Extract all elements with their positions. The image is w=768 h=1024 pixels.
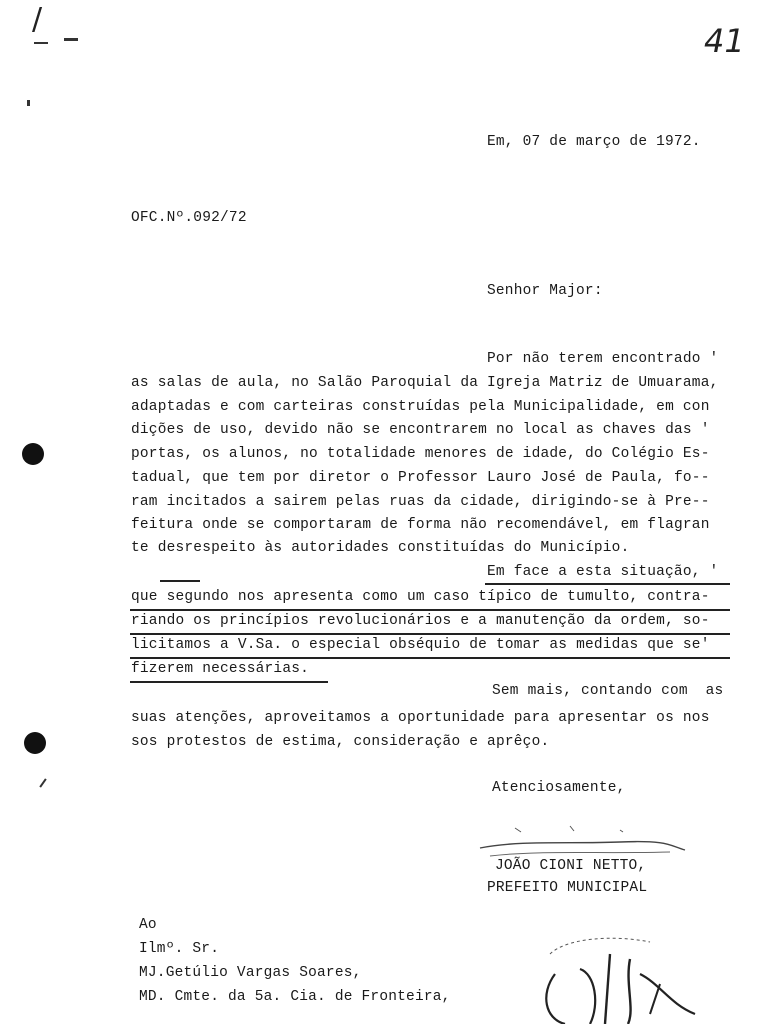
signer-title: PREFEITO MUNICIPAL (487, 880, 648, 896)
speck (64, 38, 78, 41)
p3-line: suas atenções, aproveitamos a oportunidade para apresentar os nos (131, 710, 710, 726)
p2-line: Em face a esta situação, ' (487, 564, 719, 580)
hand-underline (130, 681, 328, 683)
hand-underline (485, 583, 730, 585)
date-line: Em, 07 de março de 1972. (487, 134, 701, 150)
p3-line: sos protestos de estima, consideração e aprêço. (131, 734, 550, 750)
p3-line: Sem mais, contando com as (492, 683, 724, 699)
addressee-line: Ao (139, 917, 157, 933)
hand-underline (130, 657, 730, 659)
p1-line: as salas de aula, no Salão Paroquial da Igreja Matriz de Umuarama, (131, 375, 719, 391)
addressee-line: MD. Cmte. da 5a. Cia. de Fronteira, (139, 989, 451, 1005)
reference-number: OFC.Nº.092/72 (131, 210, 247, 226)
signer-name: JOÃO CIONI NETTO, (495, 858, 647, 874)
speck (34, 42, 48, 44)
p2-line: riando os princípios revolucionários e a manutenção da ordem, so- (131, 613, 710, 629)
closing: Atenciosamente, (492, 780, 626, 796)
p2-line: licitamos a V.Sa. o especial obséquio de tomar as medidas que se' (131, 637, 710, 653)
p1-line: te desrespeito às autoridades constituídas do Município. (131, 540, 630, 556)
p2-line: que segundo nos apresenta como um caso típico de tumulto, contra- (131, 589, 710, 605)
hand-underline (130, 633, 730, 635)
salutation: Senhor Major: (487, 283, 603, 299)
punch-hole-bottom (24, 732, 46, 754)
p1-line: adaptadas e com carteiras construídas pela Municipalidade, em con (131, 399, 710, 415)
speck (39, 778, 46, 787)
speck (27, 100, 30, 106)
p2-line: fizerem necessárias. (131, 661, 310, 677)
hand-underline (130, 609, 730, 611)
p1-line: feitura onde se comportaram de forma não recomendável, em flagran (131, 517, 710, 533)
punch-hole-top (22, 443, 44, 465)
hand-underline (160, 580, 200, 582)
addressee-line: Ilmº. Sr. (139, 941, 220, 957)
page-number: 41 (704, 22, 745, 60)
p1-line: Por não terem encontrado ' (487, 351, 719, 367)
p1-line: dições de uso, devido não se encontrarem no local as chaves das ' (131, 422, 710, 438)
stamp-signature (520, 914, 700, 1024)
p1-line: ram incitados a sairem pelas ruas da cidade, dirigindo-se à Pre-- (131, 494, 710, 510)
addressee-line: MJ.Getúlio Vargas Soares, (139, 965, 362, 981)
p1-line: portas, os alunos, no totalidade menores de idade, do Colégio Es- (131, 446, 710, 462)
p1-line: tadual, que tem por diretor o Professor Lauro José de Paula, fo-- (131, 470, 710, 486)
corner-mark: / (32, 2, 43, 37)
